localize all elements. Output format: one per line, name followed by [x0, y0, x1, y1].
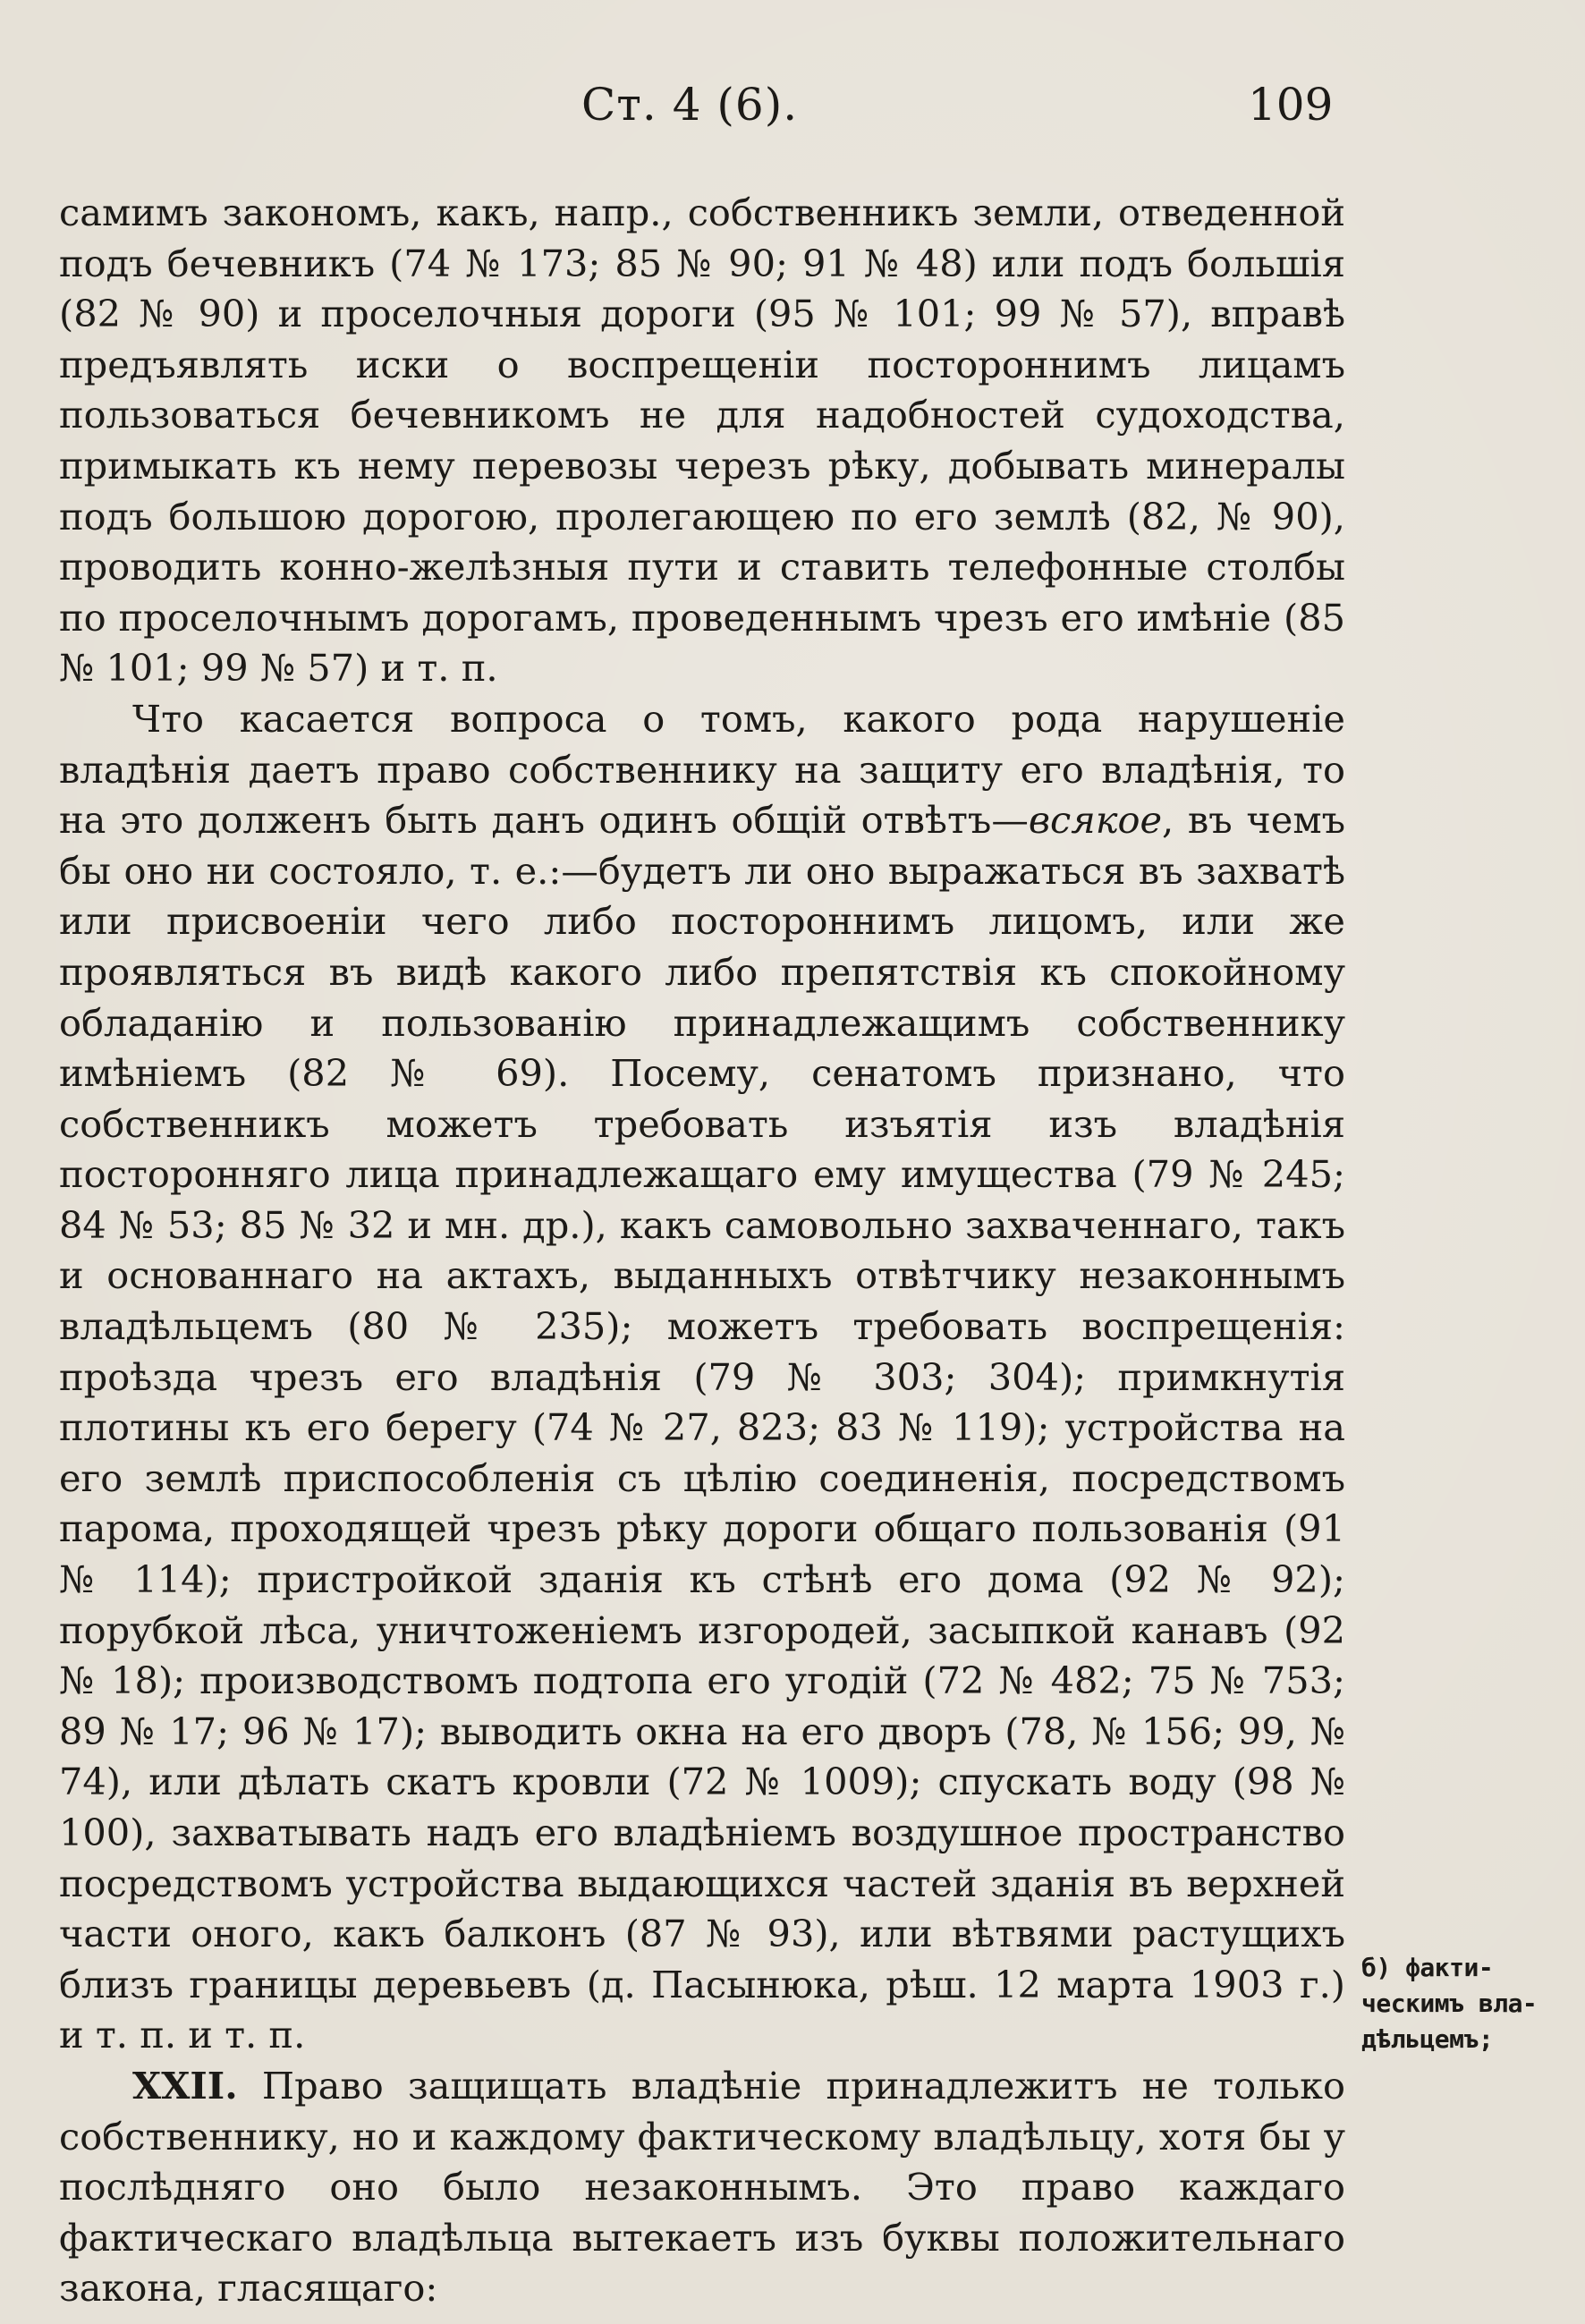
page-number: 109 [1248, 79, 1334, 131]
emphasis-vsyakoe: всякое [1028, 798, 1163, 843]
running-title: Ст. 4 (6). [581, 79, 799, 131]
paragraph-continuation [59, 188, 1345, 694]
marginal-note [1361, 1950, 1581, 2057]
paragraph-3-text: Право защищать владѣніе принадлежитъ не только собственнику, но и каждому фактическому владѣльцу, хотя бы у послѣдняго оно было незаконнымъ. Это право каждаго фактическаго владѣльца вытекаетъ изъ буквы положительнаго закона, гласящаго: [59, 2063, 1345, 2311]
marginal-note-line: б) факти- [1361, 1953, 1494, 1982]
paragraph-2-text-start: Что касается вопроса о томъ, какого рода нарушеніе владѣнія даетъ право собственнику на защиту его владѣнія, то на это долженъ быть данъ одинъ общій отвѣтъ— [59, 696, 1345, 843]
paragraph-2-text-end: , въ чемъ бы оно ни состояло, т. е.:—будетъ ли оно выражаться въ захватѣ или присвоеніи чего либо постороннимъ лицомъ, или же проявляться въ видѣ какого либо препятствія къ спокойному обладанію и пользованію принадлежащимъ собственнику имѣніемъ (82 № 69). Посему, сенатомъ признано, что собственникъ можетъ требовать изъятія изъ владѣнія посторонняго лица принадлежащаго ему имущества (79 № 245; 84 № 53; 85 № 32 и мн. др.), какъ самовольно захваченнаго, такъ и основаннаго на актахъ, выданныхъ отвѣтчику незаконнымъ владѣльцемъ (80 № 235); можетъ требовать воспрещенія: проѣзда чрезъ его владѣнія (79 № 303; 304); примкнутія плотины къ его берегу (74 № 27, 823; 83 № 119); устройства на его землѣ приспособленія съ цѣлію соединенія, посредствомъ парома, проходящей чрезъ рѣку дороги общаго пользованія (91 № 114); пристройкой зданія къ стѣнѣ его дома (92 № 92); порубкой лѣса, уничтоженіемъ изгородей, засыпкой канавъ (92 № 18); производствомъ подтопа его угодій (72 № 482; 75 № 753; 89 № 17; 96 № 17); выводить окна на его дворъ (78, № 156; 99, № 74), или дѣлать скатъ кровли (72 № 1009); спускать воду (98 № 100), захватывать надъ его владѣніемъ воздушное пространство посредствомъ устройства выдающихся частей зданія въ верхней части оного, какъ балконъ (87 № 93), или вѣтвями растущихъ близъ границы деревьевъ (д. Пасынюка, рѣш. 12 марта 1903 г.) и т. п. и т. п. [59, 798, 1346, 2057]
marginal-note-line: ческимъ вла- [1361, 1989, 1538, 2018]
running-head [0, 79, 1585, 150]
paragraph-violation-of-possession [59, 694, 1345, 2061]
marginal-note-line: дѣльцемъ; [1361, 2024, 1494, 2054]
section-number: XXII. [132, 2063, 238, 2108]
paragraph-section-xxii [59, 2061, 1345, 2314]
paragraph-1-text: самимъ закономъ, какъ, напр., собственникъ земли, отведенной подъ бечевникъ (74 № 173; 85 № 90; 91 № 48) или подъ большія (82 № 90) и проселочныя дороги (95 № 101; 99 № 57), вправѣ предъявлять иски о воспрещеніи постороннимъ лицамъ пользоваться бечевникомъ не для надобностей судоходства, примыкать къ нему перевозы черезъ рѣку, добывать минералы подъ большою дорогою, пролегающею по его землѣ (82, № 90), проводить конно-желѣзныя пути и ставить телефонные столбы по проселочнымъ дорогамъ, проведеннымъ чрезъ его имѣніе (85 № 101; 99 № 57) и т. п. [59, 191, 1345, 691]
body-text [59, 188, 1345, 2314]
